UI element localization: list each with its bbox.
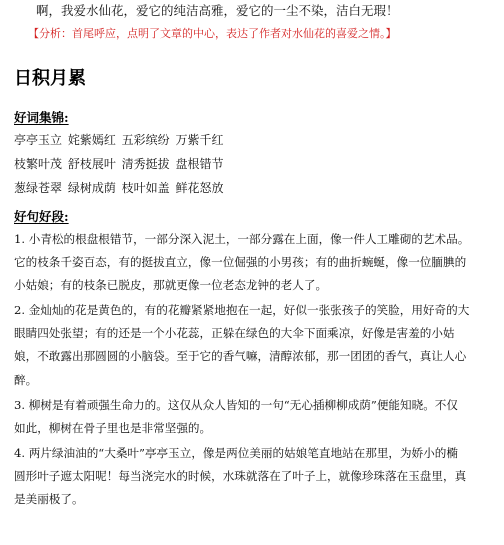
sentence-line-12: 是美丽极了。 (14, 492, 84, 506)
sentence-line-4: 2. 金灿灿的花是黄色的，有的花瓣紧紧地抱在一起，好似一张张孩子的笑脸，用好奇的大 (14, 303, 470, 317)
good-words-heading: 好词集锦: (14, 110, 69, 125)
sentence-line-6: 娘，不敢露出那圆圆的小脑袋。至于它的香气嘛，清醇浓郁，那一团团的香气，真让人心 (14, 349, 467, 363)
intro-line: 啊，我爱水仙花，爱它的纯洁高雅，爱它的一尘不染，洁白无瑕！ (36, 3, 399, 18)
sentence-line-5: 眼睛四处张望；有的还是一个小花蕊，正躲在绿色的大伞下面乘凉，好像是害羞的小姑 (14, 326, 455, 340)
good-words-line-3: 葱绿苍翠 绿树成荫 枝叶如盖 鲜花怒放 (14, 181, 224, 195)
sentence-line-10: 4. 两片绿油油的“大桑叶”亭亭玉立，像是两位美丽的姑娘笔直地站在那里，为娇小的椭 (14, 446, 458, 460)
section-title: 日积月累 (14, 68, 86, 89)
good-words-line-1: 亭亭玉立 姹紫嫣红 五彩缤纷 万紫千红 (14, 133, 224, 147)
sentence-line-11: 圆形叶子遮太阳呢！每当浇完水的时候，水珠就落在了叶子上，就像珍珠落在玉盘里，真 (14, 469, 467, 483)
good-sentences-heading: 好句好段: (14, 209, 69, 224)
sentence-line-7: 醉。 (14, 373, 38, 387)
analysis-line: 【分析：首尾呼应，点明了文章的中心，表达了作者对水仙花的喜爱之情。】 (28, 27, 397, 40)
sentence-line-2: 它的枝条千姿百态，有的挺拔直立，像一位倔强的小男孩；有的曲折蜿蜒，像一位腼腆的 (14, 255, 467, 269)
good-words-line-2: 枝繁叶茂 舒枝展叶 清秀挺拔 盘根错节 (14, 157, 224, 171)
sentence-line-1: 1. 小青松的根盘根错节，一部分深入泥土，一部分露在上面，像一件人工雕砌的艺术品。 (14, 232, 470, 246)
sentence-line-8: 3. 柳树是有着顽强生命力的。这仅从众人皆知的一句“无心插柳柳成荫”便能知晓。不仅 (14, 398, 458, 412)
sentence-line-9: 如此，柳树在骨子里也是非常坚强的。 (14, 421, 212, 435)
sentence-line-3: 小姑娘；有的枝条已脱皮，那就更像一位老态龙钟的老人了。 (14, 278, 328, 292)
